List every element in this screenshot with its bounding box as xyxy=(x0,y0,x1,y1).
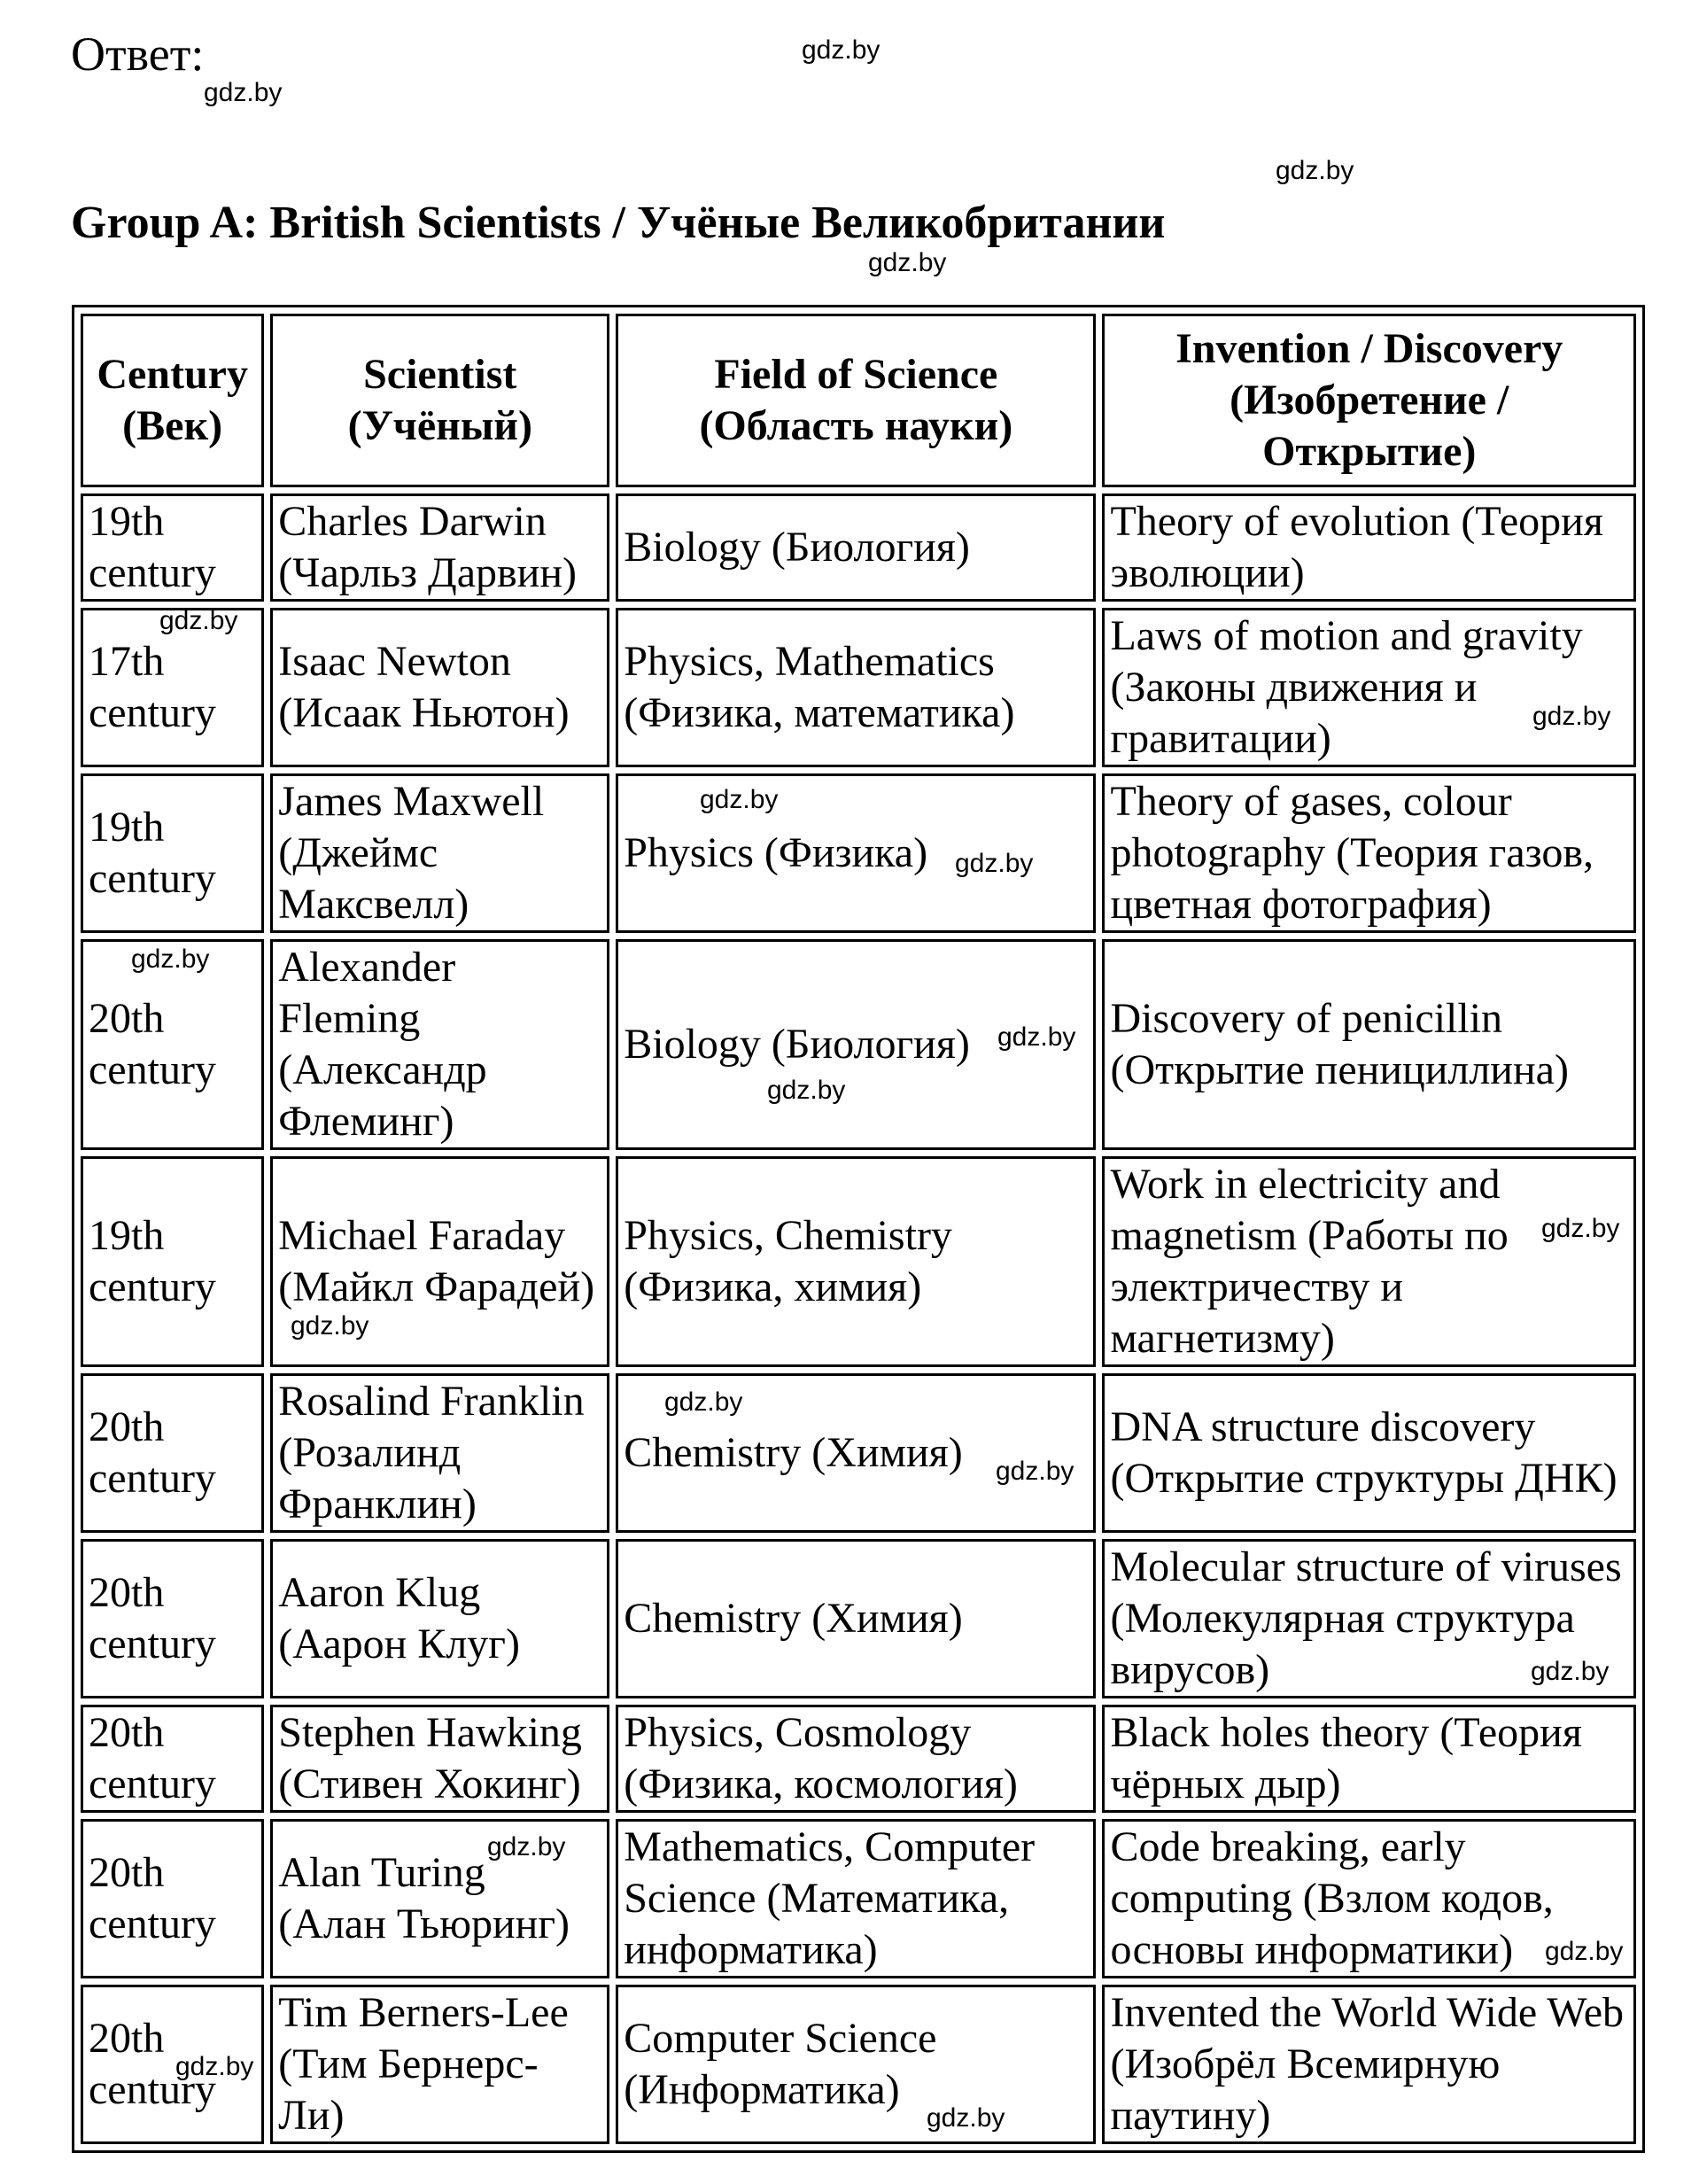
cell-discovery: Code breaking, early computing (Взлом кодов, основы информатики) xyxy=(1102,1819,1636,1978)
cell-century: 19th century xyxy=(81,1156,264,1367)
header-discovery: Invention / Discovery (Изобретение / Открытие) xyxy=(1102,314,1636,487)
table-row xyxy=(81,494,1636,602)
cell-discovery: DNA structure discovery (Открытие структуры ДНК) xyxy=(1102,1373,1636,1533)
cell-discovery: Molecular structure of viruses (Молекулярная структура вирусов) xyxy=(1102,1539,1636,1698)
cell-scientist: Alexander Fleming (Александр Флеминг) xyxy=(270,939,609,1150)
cell-field: Physics (Физика) xyxy=(616,773,1096,933)
table-row xyxy=(81,773,1636,933)
watermark: gdz.by xyxy=(868,248,947,277)
watermark: gdz.by xyxy=(204,78,283,107)
watermark: gdz.by xyxy=(1531,1657,1610,1686)
cell-century: 20th century xyxy=(81,939,264,1150)
cell-field: Biology (Биология) xyxy=(616,939,1096,1150)
cell-century: 20th century xyxy=(81,1985,264,2144)
scientists-table xyxy=(72,305,1645,2153)
watermark: gdz.by xyxy=(927,2103,1005,2133)
watermark: gdz.by xyxy=(1545,1937,1624,1966)
cell-field: Physics, Mathematics (Физика, математика) xyxy=(616,608,1096,767)
cell-field: Chemistry (Химия) xyxy=(616,1539,1096,1698)
cell-discovery: Theory of evolution (Теория эволюции) xyxy=(1102,494,1636,602)
watermark: gdz.by xyxy=(1541,1214,1620,1243)
watermark: gdz.by xyxy=(1532,702,1611,731)
watermark: gdz.by xyxy=(802,35,881,65)
table-row xyxy=(81,1985,1636,2144)
watermark: gdz.by xyxy=(159,606,238,635)
header-field: Field of Science (Область науки) xyxy=(616,314,1096,487)
cell-discovery: Invented the World Wide Web (Изобрёл Всемирную паутину) xyxy=(1102,1985,1636,2144)
cell-scientist: Isaac Newton (Исаак Ньютон) xyxy=(270,608,609,767)
table-row xyxy=(81,1539,1636,1698)
cell-field: Chemistry (Химия) xyxy=(616,1373,1096,1533)
cell-scientist: Alan Turing (Алан Тьюринг) xyxy=(270,1819,609,1978)
watermark: gdz.by xyxy=(175,2052,254,2081)
cell-field: Physics, Cosmology (Физика, космология) xyxy=(616,1705,1096,1813)
table-row xyxy=(81,1373,1636,1533)
cell-scientist: Tim Berners-Lee (Тим Бернерс-Ли) xyxy=(270,1985,609,2144)
cell-scientist: Stephen Hawking (Стивен Хокинг) xyxy=(270,1705,609,1813)
watermark: gdz.by xyxy=(767,1076,846,1105)
section-title: Group A: British Scientists / Учёные Великобритании xyxy=(71,198,1166,248)
watermark: gdz.by xyxy=(1276,156,1354,185)
cell-century: 20th century xyxy=(81,1819,264,1978)
cell-field: Computer Science (Информатика) xyxy=(616,1985,1096,2144)
cell-scientist: Michael Faraday (Майкл Фарадей) xyxy=(270,1156,609,1367)
cell-field: Mathematics, Computer Science (Математика, информатика) xyxy=(616,1819,1096,1978)
cell-discovery: Discovery of penicillin (Открытие пенициллина) xyxy=(1102,939,1636,1150)
watermark: gdz.by xyxy=(955,849,1034,878)
cell-scientist: Rosalind Franklin (Розалинд Франклин) xyxy=(270,1373,609,1533)
table-header-row xyxy=(81,314,1636,487)
cell-century: 20th century xyxy=(81,1539,264,1698)
watermark: gdz.by xyxy=(487,1832,566,1861)
cell-century: 19th century xyxy=(81,773,264,933)
table-row xyxy=(81,1819,1636,1978)
cell-discovery: Laws of motion and gravity (Законы движения и гравитации) xyxy=(1102,608,1636,767)
cell-century: 19th century xyxy=(81,494,264,602)
table-row xyxy=(81,1705,1636,1813)
header-century: Century (Век) xyxy=(81,314,264,487)
watermark: gdz.by xyxy=(996,1457,1074,1486)
cell-discovery: Work in electricity and magnetism (Работы по электричеству и магнетизму) xyxy=(1102,1156,1636,1367)
table-row xyxy=(81,608,1636,767)
watermark: gdz.by xyxy=(664,1387,743,1417)
watermark: gdz.by xyxy=(291,1311,369,1341)
watermark: gdz.by xyxy=(131,944,210,974)
cell-scientist: James Maxwell (Джеймс Максвелл) xyxy=(270,773,609,933)
watermark: gdz.by xyxy=(997,1022,1076,1052)
cell-scientist: Charles Darwin (Чарльз Дарвин) xyxy=(270,494,609,602)
cell-field: Physics, Chemistry (Физика, химия) xyxy=(616,1156,1096,1367)
watermark: gdz.by xyxy=(700,785,779,814)
cell-century: 20th century xyxy=(81,1705,264,1813)
cell-century: 20th century xyxy=(81,1373,264,1533)
cell-scientist: Aaron Klug (Аарон Клуг) xyxy=(270,1539,609,1698)
cell-century: 17th century xyxy=(81,608,264,767)
cell-discovery: Theory of gases, colour photography (Теория газов, цветная фотография) xyxy=(1102,773,1636,933)
cell-discovery: Black holes theory (Теория чёрных дыр) xyxy=(1102,1705,1636,1813)
header-scientist: Scientist (Учёный) xyxy=(270,314,609,487)
cell-field: Biology (Биология) xyxy=(616,494,1096,602)
table-row xyxy=(81,939,1636,1150)
answer-label: Ответ: xyxy=(71,27,205,81)
